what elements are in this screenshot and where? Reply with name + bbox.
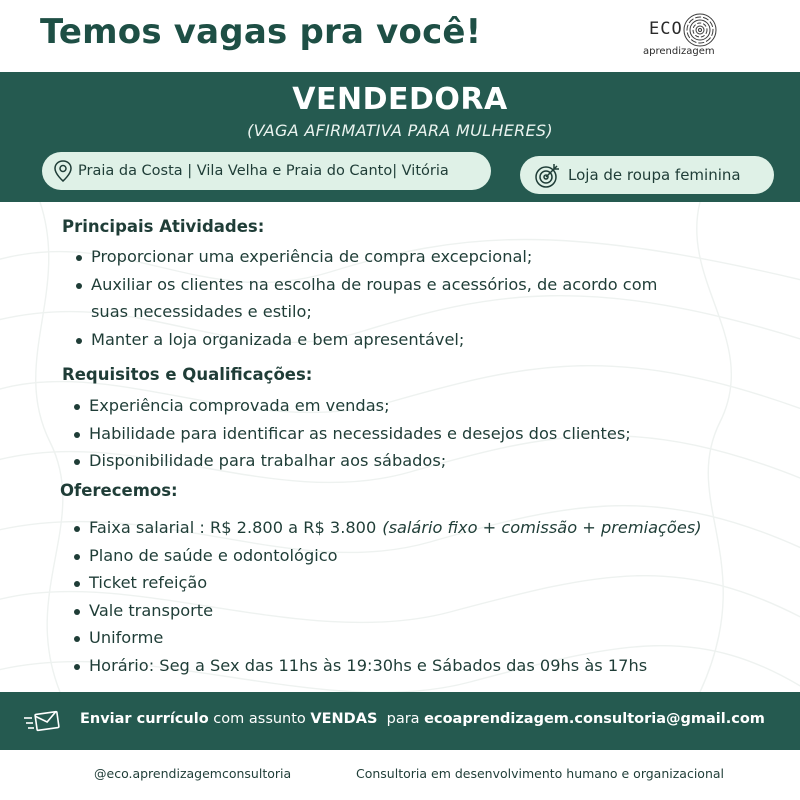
footer: [0, 750, 800, 800]
cta-text: [80, 711, 765, 727]
logo-subtitle: aprendizagem: [643, 46, 715, 57]
map-pin-icon: [52, 159, 74, 183]
headline: Temos vagas pra você!: [40, 12, 482, 52]
list-item: Manter a loja organizada e bem apresentável;: [74, 326, 657, 354]
footer-tagline: Consultoria em desenvolvimento humano e organizacional: [356, 766, 725, 781]
location-pill: [42, 152, 491, 190]
cta-band: [0, 692, 800, 750]
list-item-continuation: suas necessidades e estilo;: [91, 302, 312, 321]
salary-range: Faixa salarial : R$ 2.800 a R$ 3.800: [89, 518, 377, 537]
cta-connector: com assunto: [208, 711, 311, 727]
fingerprint-logo-icon: [682, 12, 718, 48]
cta-email-link[interactable]: ecoaprendizagem.consultoria@gmail.com: [424, 711, 765, 727]
list-item: Habilidade para identificar as necessidades e desejos dos clientes;: [72, 420, 631, 448]
salary-note: (salário fixo + comissão + premiações): [382, 518, 702, 537]
target-icon: [534, 161, 562, 189]
list-item: Experiência comprovada em vendas;: [72, 392, 631, 420]
header: [0, 0, 800, 72]
store-pill: [520, 156, 774, 194]
requirements-title: Requisitos e Qualificações:: [62, 365, 313, 384]
cta-connector-2: para: [377, 711, 425, 727]
list-item: Ticket refeição: [72, 569, 702, 597]
logo-wordmark: ECO: [649, 19, 683, 39]
content-area: [0, 202, 800, 692]
list-item: Uniforme: [72, 624, 702, 652]
list-item: Disponibilidade para trabalhar aos sábados;: [72, 447, 631, 475]
list-item: Proporcionar uma experiência de compra excepcional;: [74, 243, 657, 271]
cta-subject: VENDAS: [310, 711, 378, 727]
cta-action: Enviar currículo: [80, 711, 209, 727]
offers-list: [72, 514, 702, 679]
send-mail-icon: [22, 710, 62, 734]
list-item: Horário: Seg a Sex das 11hs às 19:30hs e Sábados das 09hs às 17hs: [72, 652, 702, 680]
job-subtitle: (VAGA AFIRMATIVA PARA MULHERES): [247, 121, 553, 140]
job-title: VENDEDORA: [292, 82, 508, 117]
social-handle[interactable]: @eco.aprendizagemconsultoria: [94, 766, 292, 781]
list-item: Auxiliar os clientes na escolha de roupas e acessórios, de acordo com: [74, 271, 657, 299]
salary-item: [72, 514, 702, 542]
location-text: Praia da Costa | Vila Velha e Praia do Canto| Vitória: [78, 163, 449, 179]
requirements-list: [72, 392, 631, 475]
activities-list: [74, 243, 657, 353]
store-text: Loja de roupa feminina: [568, 166, 741, 184]
activities-title: Principais Atividades:: [62, 217, 265, 236]
logo: [640, 10, 750, 64]
list-item: Plano de saúde e odontológico: [72, 542, 702, 570]
offers-title: Oferecemos:: [60, 481, 178, 500]
list-item: Vale transporte: [72, 597, 702, 625]
